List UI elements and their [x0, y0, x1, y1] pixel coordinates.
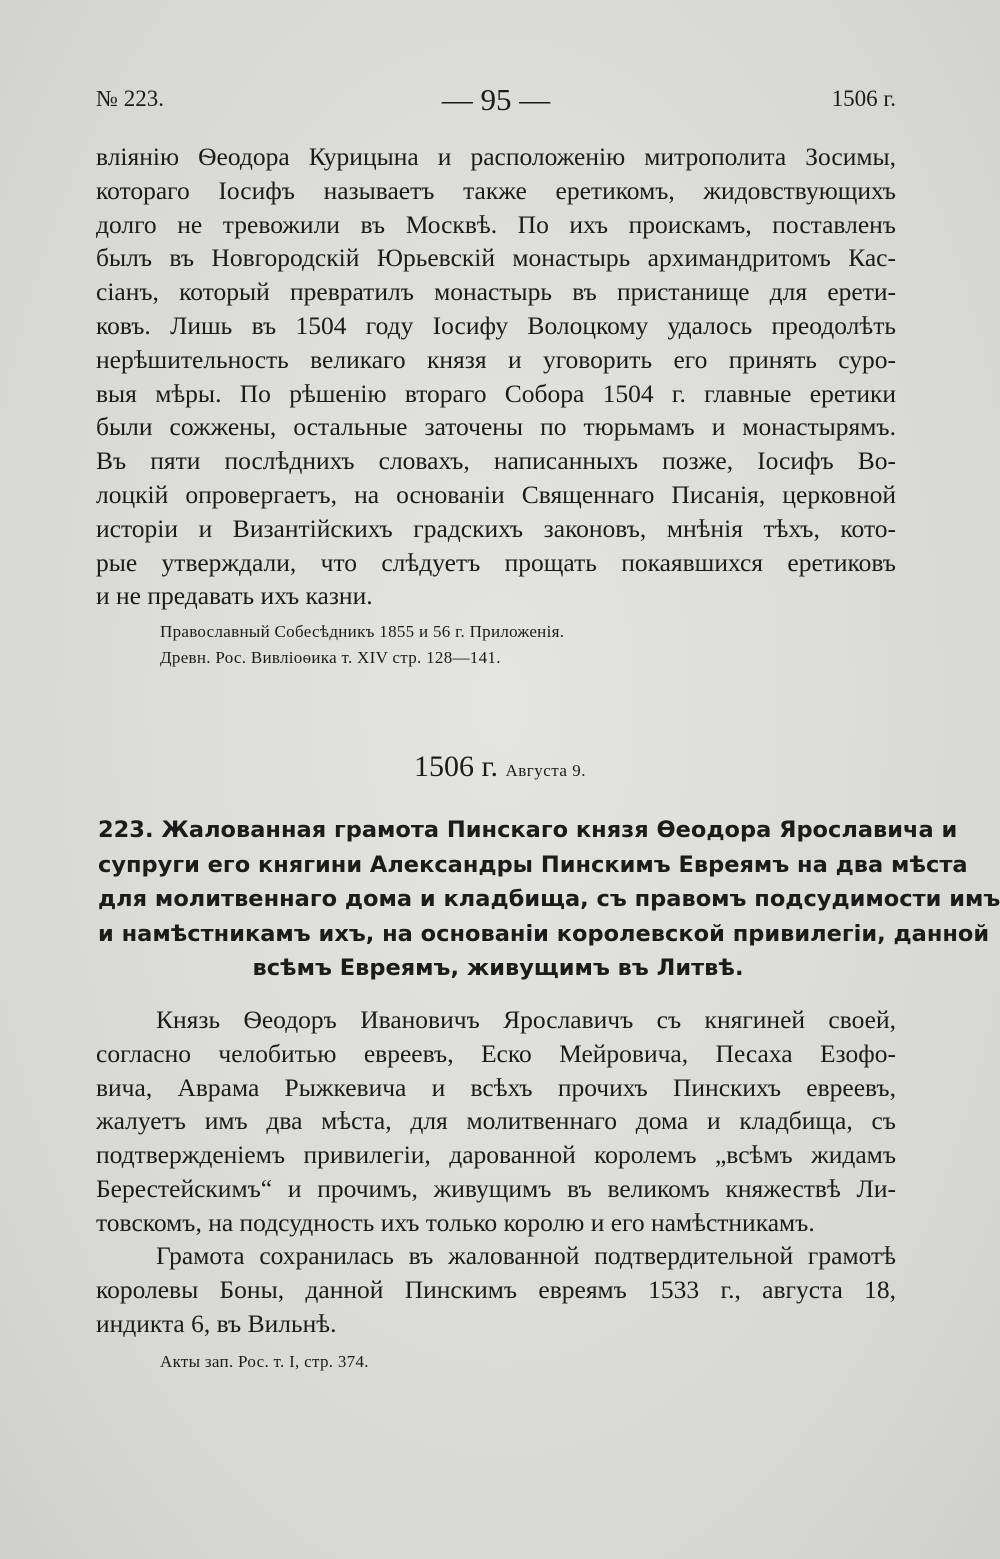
document-title — [98, 813, 1000, 986]
text-line: Грамота сохранилась въ жалованной подтвердительной грамотѣ — [156, 1241, 896, 1270]
text-line: жалуетъ имъ два мѣста, для молитвеннаго дома и кладбища, съ — [96, 1106, 896, 1136]
text-line: рые утверждали, что слѣдуетъ прощать покаявшихся еретиковъ — [96, 547, 896, 577]
text-line: подтвержденіемъ привилегіи, дарованной королемъ „всѣмъ жидамъ — [96, 1140, 896, 1170]
text-line: вича, Аврама Рыжкевича и всѣхъ прочихъ Пинскихъ евреевъ, — [96, 1072, 896, 1102]
document-number: № 223. — [96, 86, 164, 111]
text-line: долго не тревожили въ Москвѣ. По ихъ проискамъ, поставленъ — [96, 209, 896, 239]
text-line: королевы Боны, данной Пинскимъ евреямъ 1533 г., августа 18, — [96, 1274, 896, 1304]
title-line: всѣмъ Евреямъ, живущимъ въ Литвѣ. — [252, 955, 744, 981]
date-day: Августа 9. — [505, 761, 586, 780]
paragraph-2 — [96, 1003, 896, 1240]
title-line: и намѣстникамъ ихъ, на основаніи королевской привилегіи, данной — [98, 920, 990, 947]
reference-note: Православный Собесѣдникъ 1855 и 56 г. Приложенія. — [160, 622, 565, 641]
text-line: и не предавать ихъ казни. — [96, 581, 373, 611]
text-line: товскомъ, на подсудность ихъ только королю и его намѣстникамъ. — [96, 1207, 815, 1237]
page-number: — 95 — — [441, 82, 551, 117]
title-line: 223. Жалованная грамота Пинскаго князя Ѳеодора Ярославича и — [98, 817, 958, 843]
text-line: лоцкій опровергаетъ, на основаніи Священнаго Писанія, церковной — [96, 479, 896, 509]
header-year: 1506 г. — [831, 86, 896, 111]
text-line: выя мѣры. По рѣшенію втораго Собора 1504 г. главные еретики — [96, 378, 896, 408]
text-line: исторіи и Византійскихъ градскихъ законовъ, мнѣнія тѣхъ, кото- — [96, 513, 896, 543]
text-line: былъ въ Новгородскій Юрьевскій монастырь архимандритомъ Кас- — [96, 243, 896, 273]
reference-note: Древн. Рос. Вивліоѳика т. XIV стр. 128—141. — [160, 648, 501, 667]
reference-note: Акты зап. Рос. т. I, стр. 374. — [160, 1352, 369, 1371]
text-line: согласно челобитью евреевъ, Еско Мейровича, Песаха Езофо- — [96, 1038, 896, 1068]
text-line: сіанъ, который превратилъ монастырь въ пристанище для ерети- — [96, 277, 896, 307]
paragraph-1 — [96, 140, 896, 613]
text-line: котораго Іосифъ называетъ также еретикомъ, жидовствующихъ — [96, 175, 896, 205]
title-line: супруги его княгини Александры Пинскимъ Евреямъ на два мѣста — [98, 851, 968, 878]
text-line: индикта 6, въ Вильнѣ. — [96, 1308, 337, 1338]
page-header — [96, 82, 896, 122]
date-heading — [0, 750, 1000, 784]
title-line: для молитвеннаго дома и кладбища, съ правомъ подсудимости имъ — [98, 886, 1000, 912]
text-line: Князь Ѳеодоръ Ивановичъ Ярославичъ съ княгиней своей, — [156, 1005, 896, 1034]
date-year: 1506 г. — [414, 750, 498, 783]
text-line: Въ пяти послѣднихъ словахъ, написанныхъ позже, Іосифъ Во- — [96, 446, 896, 476]
text-line: ковъ. Лишь въ 1504 году Іосифу Волоцкому удалось преодолѣть — [96, 310, 896, 340]
paragraph-3 — [96, 1239, 896, 1340]
text-line: нерѣшительность великаго князя и уговорить его принять суро- — [96, 344, 896, 374]
text-line: вліянію Ѳеодора Курицына и расположенію митрополита Зосимы, — [96, 142, 896, 171]
text-line: были сожжены, остальные заточены по тюрьмамъ и монастырямъ. — [96, 412, 896, 442]
text-line: Берестейскимъ“ и прочимъ, живущимъ въ великомъ княжествѣ Ли- — [96, 1173, 896, 1203]
